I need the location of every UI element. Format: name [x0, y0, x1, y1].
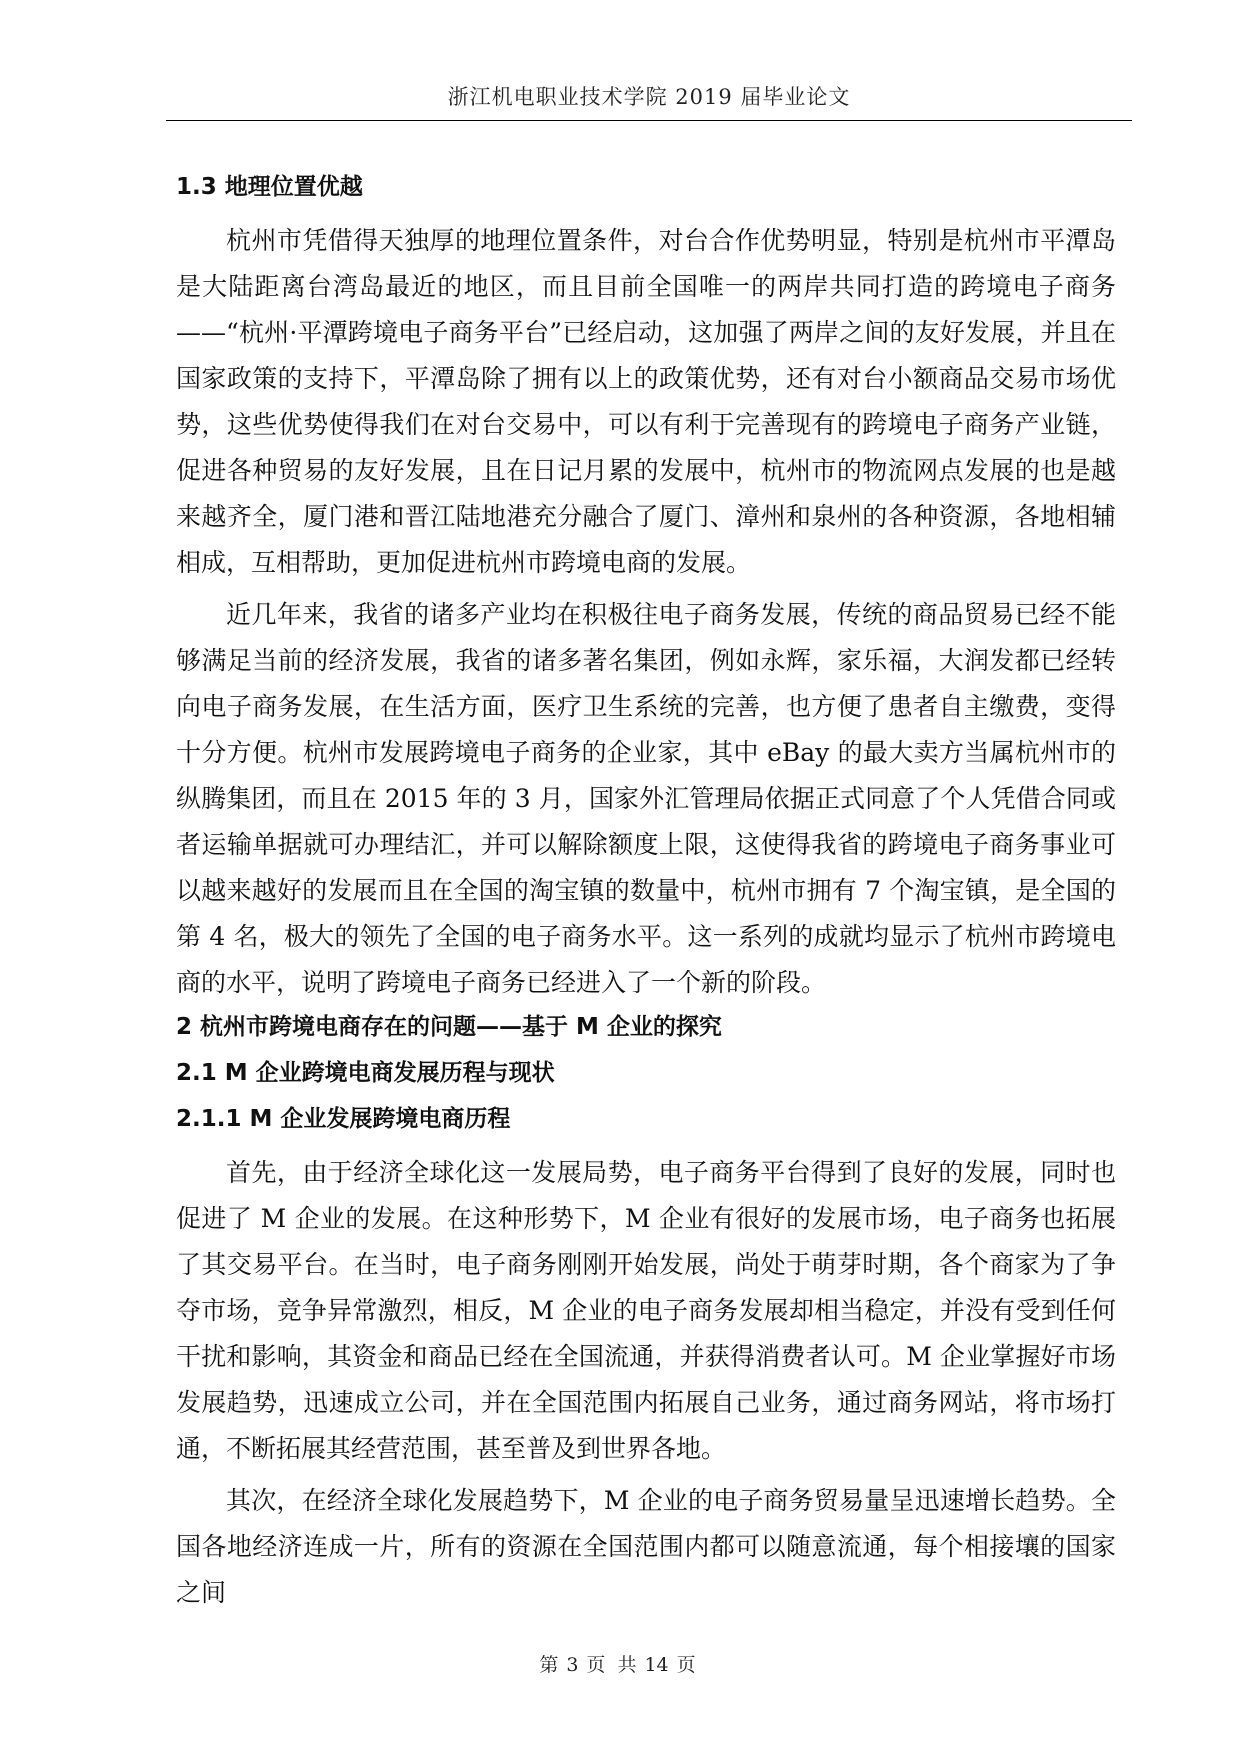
subsection-heading-2-1-1: 2.1.1 M 企业发展跨境电商历程 [176, 1106, 511, 1132]
section-heading-2-1: 2.1 M 企业跨境电商发展历程与现状 [176, 1060, 555, 1086]
document-body [176, 172, 1116, 1622]
body-paragraph: 近几年来，我省的诸多产业均在积极往电子商务发展，传统的商品贸易已经不能够满足当前的经济发展，我省的诸多著名集团，例如永辉，家乐福，大润发都已经转向电子商务发展，在生活方面，医疗卫生系统的完善，也方便了患者自主缴费，变得十分方便。杭州市发展跨境电子商务的企业家，其中 eBay 的最大卖方当属杭州市的纵腾集团，而且在 2015 年的 3 月，国家外汇管理局依据正式同意了个人凭借合同或者运输单据就可办理结汇，并可以解除额度上限，这使得我省的跨境电子商务事业可以越来越好的发展而且在全国的淘宝镇的数量中，杭州市拥有 7 个淘宝镇，是全国的第 4 名，极大的领先了全国的电子商务水平。这一系列的成就均显示了杭州市跨境电商的水平，说明了跨境电子商务已经进入了一个新的阶段。 [176, 600, 1116, 997]
page-header: 浙江机电职业技术学院 2019 届毕业论文 [447, 85, 851, 109]
page-number-middle: 页 共 [586, 1654, 637, 1676]
header-divider [166, 120, 1132, 121]
chapter-heading-2: 2 杭州市跨境电商存在的问题——基于 M 企业的探究 [176, 1014, 722, 1040]
page-number-suffix: 页 [676, 1654, 696, 1676]
section-heading-1-3: 1.3 地理位置优越 [176, 174, 363, 200]
page-number-prefix: 第 [539, 1654, 559, 1676]
page-number-total: 14 [644, 1654, 669, 1676]
page-number-current: 3 [566, 1654, 579, 1676]
body-paragraph: 首先，由于经济全球化这一发展局势，电子商务平台得到了良好的发展，同时也促进了 M 企业的发展。在这种形势下，M 企业有很好的发展市场，电子商务也拓展了其交易平台。在当时，电子商务刚刚开始发展，尚处于萌芽时期，各个商家为了争夺市场，竞争异常激烈，相反，M 企业的电子商务发展却相当稳定，并没有受到任何干扰和影响，其资金和商品已经在全国流通，并获得消费者认可。M 企业掌握好市场发展趋势，迅速成立公司，并在全国范围内拓展自己业务，通过商务网站，将市场打通，不断拓展其经营范围，甚至普及到世界各地。 [176, 1158, 1116, 1463]
body-paragraph: 杭州市凭借得天独厚的地理位置条件，对台合作优势明显，特别是杭州市平潭岛是大陆距离台湾岛最近的地区，而且目前全国唯一的两岸共同打造的跨境电子商务——“杭州·平潭跨境电子商务平台”已经启动，这加强了两岸之间的友好发展，并且在国家政策的支持下，平潭岛除了拥有以上的政策优势，还有对台小额商品交易市场优势，这些优势使得我们在对台交易中，可以有利于完善现有的跨境电子商务产业链，促进各种贸易的友好发展，且在日记月累的发展中，杭州市的物流网点发展的也是越来越齐全，厦门港和晋江陆地港充分融合了厦门、漳州和泉州的各种资源，各地相辅相成，互相帮助，更加促进杭州市跨境电商的发展。 [176, 226, 1116, 577]
page-footer [0, 1650, 1235, 1677]
body-paragraph: 其次，在经济全球化发展趋势下，M 企业的电子商务贸易量呈迅速增长趋势。全国各地经济连成一片，所有的资源在全国范围内都可以随意流通，每个相接壤的国家之间 [176, 1486, 1116, 1607]
